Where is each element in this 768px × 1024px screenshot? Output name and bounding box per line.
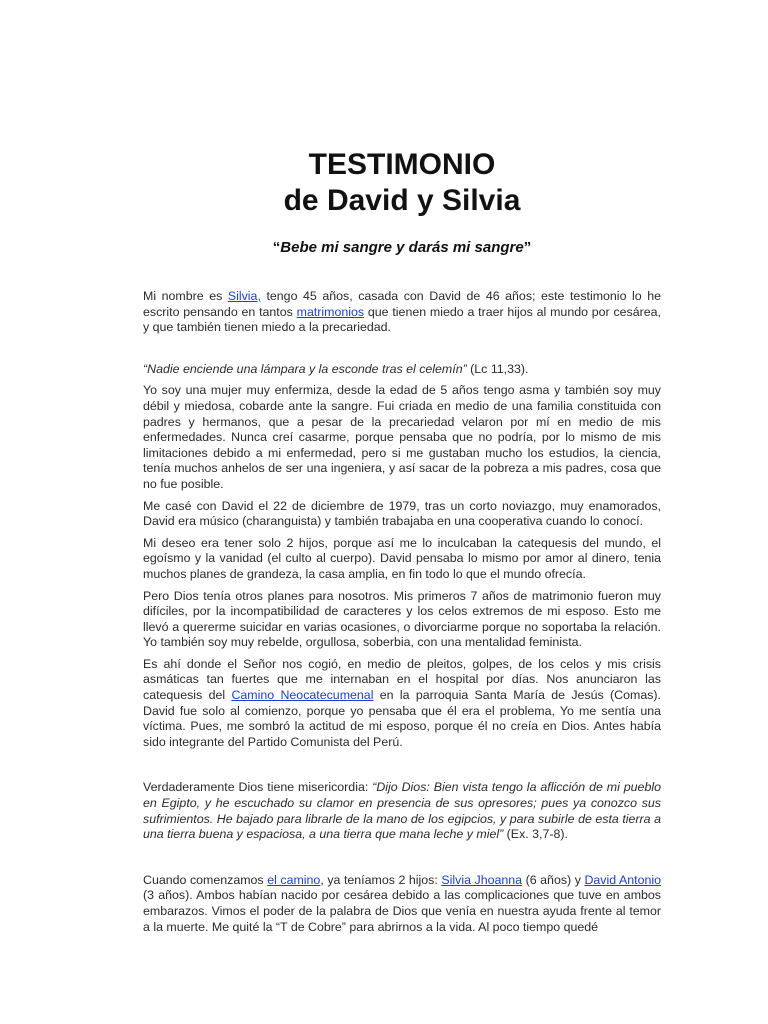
paragraph-mercy (143, 780, 661, 842)
subtitle-close-quote: ” (523, 239, 532, 256)
subtitle-text: Bebe mi sangre y darás mi sangre (280, 239, 524, 256)
subtitle (143, 239, 661, 256)
text-span: Mi nombre es (143, 289, 228, 303)
paragraph-marriage: Me casé con David el 22 de diciembre de 1979, tras un corto noviazgo, muy enamorados, David era músico (charanguista) y también trabajaba en una cooperativa cuando lo conocí. (143, 498, 661, 529)
quote-lc: “Nadie enciende una lámpara y la esconde tras el celemín” (143, 361, 467, 376)
title-line-2: de David y Silvia (283, 184, 521, 217)
quote-exodus-ref: (Ex. 3,7-8). (503, 827, 568, 842)
text-span: Es ahí donde el Señor nos cogió, en medio de pleitos, golpes, de los celos y mis crisis asmáticas tan fuertes que me internaban en el hospital por días. Nos anunciaron las catequesis del (143, 656, 661, 703)
title-line-1: TESTIMONIO (308, 148, 496, 181)
link-silvia[interactable]: Silvia, (227, 289, 261, 303)
text-span: (6 años) y (522, 872, 585, 887)
paragraph-hard-years: Pero Dios tenía otros planes para nosotros. Mis primeros 7 años de matrimonio fueron muy difíciles, por la incompatibilidad de caracteres y los celos extremos de mi esposo. Esto me llevó a quererme suicidar en varias ocasiones, o divorciarme porque no soportaba la relación. Yo también soy muy rebelde, orgullosa, soberbia, con una mentalidad feminista. (143, 588, 661, 650)
paragraph-quote-lc (143, 362, 661, 378)
paragraph-childhood: Yo soy una mujer muy enfermiza, desde la edad de 5 años tengo asma y también soy muy débil y miedosa, cobarde ante la sangre. Fui criada en medio de una familia constituida con padres y hermanos, que a pesar de la precariedad velaron por mí en medio de mis enfermedades. Nunca creí casarme, porque pensaba que no podría, por lo mismo de mis limitaciones debido a mi enfermedad, pero si me gustaban mucho los estudios, la ciencia, tenía muchos anhelos de ser una ingeniera, y así sacar de la pobreza a mis padres, cosa que no fue posible. (143, 383, 661, 491)
link-matrimonios[interactable]: matrimonios (296, 304, 365, 319)
text-span: (3 años). Ambos habían nacido por cesárea debido a las complicaciones que tuve en ambos embarazos. Vimos el poder de la palabra de Dios que venía en nuestra ayuda frente al temor a la muerte. Me quité la “T de Cobre” para abrirnos a la vida. Al poco tiempo quedé (143, 888, 661, 934)
text-span: que tienen miedo a traer hijos al mundo por cesárea, y que también tienen miedo a la precariedad. (143, 304, 661, 335)
paragraph-calling (143, 657, 661, 751)
text-span: en la parroquia Santa María de Jesús (Comas). David fue solo al comienzo, porque yo pensaba que él era el problema, Yo me sentía una víctima. Pues, me sombró la actitud de mi esposo, porque él no creía en Dios. Antes había sido integrante del Partido Comunista del Perú. (143, 688, 661, 749)
text-span: , ya teníamos 2 hijos: (320, 872, 442, 887)
text-span: Verdaderamente Dios tiene misericordia: (143, 780, 373, 795)
quote-lc-ref: (Lc 11,33). (466, 361, 529, 376)
link-silvia-jhoanna[interactable]: Silvia Jhoanna (441, 872, 523, 887)
paragraph-children (143, 873, 661, 935)
text-span: Cuando comenzamos (143, 872, 268, 887)
paragraph-intro (143, 289, 661, 336)
text-span: tengo 45 años, casada con David de 46 años; este testimonio lo he escrito pensando en tantos (143, 289, 661, 319)
quote-exodus: “Dijo Dios: Bien vista tengo la aflicción de mi pueblo en Egipto, y he escuchado su clamor en presencia de sus opresores; pues ya conozco sus sufrimientos. He bajado para librarle de la mano de los egipcios, y para subirle de esta tierra a una tierra buena y espaciosa, a una tierra que mana leche y miel” (143, 780, 661, 842)
subtitle-open-quote: “ (272, 239, 281, 256)
link-camino-neocatecumenal[interactable]: Camino Neocatecumenal (231, 688, 374, 703)
paragraph-desire: Mi deseo era tener solo 2 hijos, porque así me lo inculcaban la catequesis del mundo, el egoísmo y la vanidad (el culto al cuerpo). David pensaba lo mismo por amor al dinero, tenia muchos planes de grandeza, la casa amplia, en fin todo lo que el mundo ofrecía. (143, 535, 661, 581)
title-block (143, 0, 661, 219)
link-el-camino[interactable]: el camino (267, 872, 321, 887)
link-david-antonio[interactable]: David Antonio (584, 872, 662, 887)
